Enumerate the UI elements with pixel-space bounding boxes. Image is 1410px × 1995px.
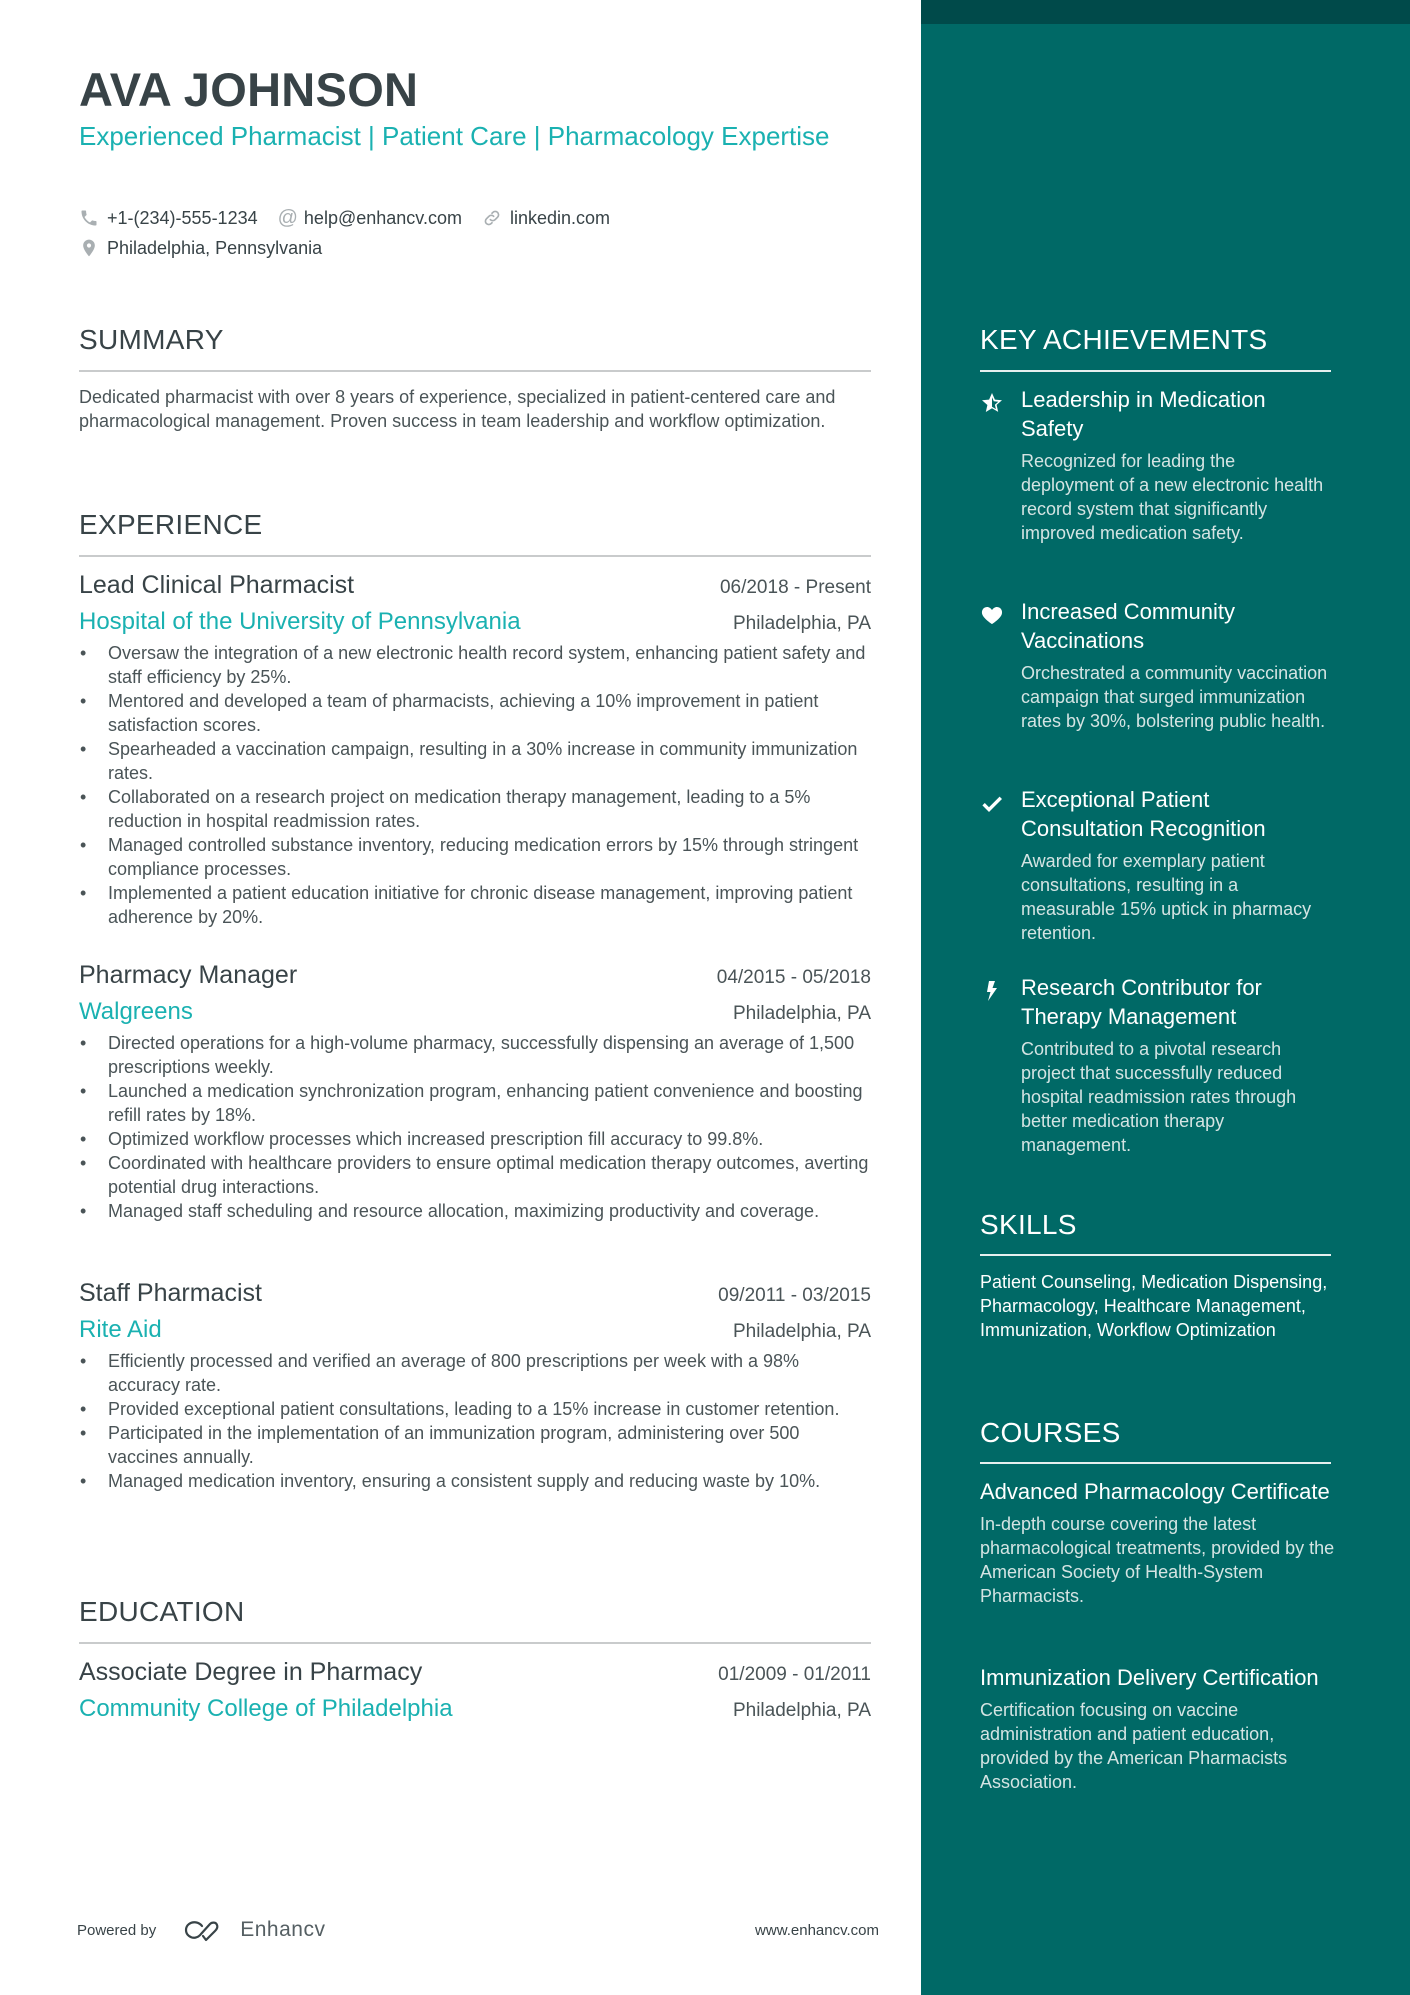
candidate-headline: Experienced Pharmacist | Patient Care | Pharmacology Expertise bbox=[79, 121, 830, 151]
candidate-name: AVA JOHNSON bbox=[79, 63, 419, 116]
email-text: help@enhancv.com bbox=[303, 207, 462, 228]
achievements-divider bbox=[980, 370, 1331, 372]
bolt-icon bbox=[980, 979, 1004, 1003]
education-divider bbox=[79, 1642, 871, 1644]
brand-logo[interactable] bbox=[182, 1918, 325, 1942]
enhancv-logo-icon bbox=[182, 1918, 228, 1942]
bullet: • Efficiently processed and verified an average of 800 prescriptions per week with a 98% accuracy rate. bbox=[79, 1349, 871, 1397]
course-title: Advanced Pharmacology Certificate bbox=[980, 1479, 1330, 1504]
company-name: Walgreens bbox=[79, 998, 193, 1025]
check-icon bbox=[980, 791, 1004, 815]
achievement-title: Exceptional Patient Consultation Recognition bbox=[1021, 787, 1266, 841]
job-bullets bbox=[79, 1031, 871, 1223]
powered-by-label: Powered by bbox=[77, 1921, 157, 1939]
course-description: Certification focusing on vaccine administration and patient education, provided by the American Pharmacists Association. bbox=[980, 1700, 1288, 1792]
achievement-description: Contributed to a pivotal research project that successfully reduced hospital readmission rates through better medication therapy management. bbox=[1021, 1039, 1297, 1155]
education-entry bbox=[79, 1655, 871, 1725]
achievement-item bbox=[980, 597, 1331, 733]
bullet: • Collaborated on a research project on medication therapy management, leading to a 5% reduction in hospital readmission rates. bbox=[79, 785, 871, 833]
achievement-item bbox=[980, 385, 1331, 545]
course-description: In-depth course covering the latest pharmacological treatments, provided by the American Society of Health-System Pharmacists. bbox=[980, 1514, 1335, 1606]
bullet: • Optimized workflow processes which increased prescription fill accuracy to 99.8%. bbox=[79, 1127, 871, 1151]
bullet: • Managed staff scheduling and resource allocation, maximizing productivity and coverage. bbox=[79, 1199, 871, 1223]
experience-entry bbox=[79, 958, 871, 1223]
company-name: Rite Aid bbox=[79, 1316, 162, 1343]
phone-icon bbox=[79, 208, 99, 228]
achievement-description: Awarded for exemplary patient consultations, resulting in a measurable 15% uptick in pharmacy retention. bbox=[1021, 851, 1312, 943]
bullet: • Mentored and developed a team of pharmacists, achieving a 10% improvement in patient satisfaction scores. bbox=[79, 689, 871, 737]
bullet: • Oversaw the integration of a new electronic health record system, enhancing patient safety and staff efficiency by 25%. bbox=[79, 641, 871, 689]
skills-text: Patient Counseling, Medication Dispensing, Pharmacology, Healthcare Management, Immunization, Workflow Optimization bbox=[980, 1272, 1328, 1340]
achievement-description: Orchestrated a community vaccination campaign that surged immunization rates by 30%, bolstering public health. bbox=[1021, 663, 1328, 731]
company-name: Hospital of the University of Pennsylvania bbox=[79, 608, 521, 635]
contact-location bbox=[79, 238, 322, 259]
at-icon: @ bbox=[277, 207, 298, 229]
link-text: linkedin.com bbox=[509, 207, 610, 228]
bullet: • Managed controlled substance inventory, reducing medication errors by 15% through stringent compliance processes. bbox=[79, 833, 871, 881]
powered-by bbox=[77, 1918, 325, 1942]
degree: Associate Degree in Pharmacy bbox=[79, 1658, 423, 1686]
bullet: • Provided exceptional patient consultations, leading to a 15% increase in customer retention. bbox=[79, 1397, 871, 1421]
bullet: • Participated in the implementation of an immunization program, administering over 500 vaccines annually. bbox=[79, 1421, 871, 1469]
education-heading: EDUCATION bbox=[79, 1596, 245, 1627]
job-location: Philadelphia, PA bbox=[732, 1003, 871, 1024]
achievement-title: Research Contributor for Therapy Management bbox=[1021, 975, 1262, 1029]
bullet: • Managed medication inventory, ensuring a consistent supply and reducing waste by 10%. bbox=[79, 1469, 871, 1493]
phone-text: +1-(234)-555-1234 bbox=[107, 207, 258, 228]
brand-name: Enhancv bbox=[240, 1918, 326, 1941]
contact-email[interactable] bbox=[278, 208, 462, 229]
courses-heading: COURSES bbox=[980, 1417, 1121, 1448]
achievement-description: Recognized for leading the deployment of a new electronic health record system that significantly improved medication safety. bbox=[1021, 451, 1324, 543]
heart-icon bbox=[980, 603, 1004, 627]
experience-entry bbox=[79, 1276, 871, 1493]
experience-divider bbox=[79, 555, 871, 557]
job-dates: 09/2011 - 03/2015 bbox=[718, 1285, 871, 1306]
skills-heading: SKILLS bbox=[980, 1209, 1077, 1240]
job-title: Staff Pharmacist bbox=[79, 1279, 262, 1307]
achievement-item bbox=[980, 973, 1331, 1157]
bullet: • Spearheaded a vaccination campaign, resulting in a 30% increase in community immunization rates. bbox=[79, 737, 871, 785]
bullet: • Launched a medication synchronization program, enhancing patient convenience and boosting refill rates by 18%. bbox=[79, 1079, 871, 1127]
contact-info bbox=[79, 205, 630, 265]
footer bbox=[77, 1915, 879, 1945]
bullet: • Directed operations for a high-volume pharmacy, successfully dispensing an average of 1,500 prescriptions weekly. bbox=[79, 1031, 871, 1079]
job-dates: 04/2015 - 05/2018 bbox=[716, 967, 871, 988]
experience-entry bbox=[79, 568, 871, 929]
course-item bbox=[980, 1663, 1340, 1794]
achievements-heading: KEY ACHIEVEMENTS bbox=[980, 324, 1268, 355]
site-url[interactable]: www.enhancv.com bbox=[755, 1921, 879, 1939]
achievement-title: Increased Community Vaccinations bbox=[1021, 599, 1235, 653]
school-location: Philadelphia, PA bbox=[732, 1700, 871, 1721]
job-dates: 06/2018 - Present bbox=[719, 577, 871, 598]
sidebar-top-band bbox=[921, 0, 1410, 24]
job-title: Lead Clinical Pharmacist bbox=[79, 571, 355, 599]
experience-heading: EXPERIENCE bbox=[79, 509, 263, 540]
link-icon bbox=[482, 208, 502, 228]
bullet: • Coordinated with healthcare providers to ensure optimal medication therapy outcomes, averting potential drug interactions. bbox=[79, 1151, 871, 1199]
summary-heading: SUMMARY bbox=[79, 324, 224, 355]
summary-divider bbox=[79, 370, 871, 372]
achievement-item bbox=[980, 785, 1331, 945]
achievement-title: Leadership in Medication Safety bbox=[1021, 387, 1266, 441]
school-name: Community College of Philadelphia bbox=[79, 1695, 453, 1722]
summary-text: Dedicated pharmacist with over 8 years of experience, specialized in patient-centered care and pharmacological management. Proven success in team leadership and workflow optimization. bbox=[79, 387, 836, 431]
education-dates: 01/2009 - 01/2011 bbox=[718, 1664, 871, 1685]
sidebar bbox=[921, 0, 1410, 1995]
job-location: Philadelphia, PA bbox=[732, 613, 871, 634]
courses-divider bbox=[980, 1462, 1331, 1464]
star-half-icon bbox=[980, 391, 1004, 415]
course-item bbox=[980, 1477, 1340, 1608]
contact-link[interactable] bbox=[482, 208, 610, 229]
job-bullets bbox=[79, 641, 871, 929]
location-pin-icon bbox=[79, 238, 99, 258]
job-title: Pharmacy Manager bbox=[79, 961, 298, 989]
course-title: Immunization Delivery Certification bbox=[980, 1665, 1319, 1690]
location-text: Philadelphia, Pennsylvania bbox=[107, 237, 323, 258]
skills-divider bbox=[980, 1254, 1331, 1256]
bullet: • Implemented a patient education initiative for chronic disease management, improving patient adherence by 20%. bbox=[79, 881, 871, 929]
contact-phone[interactable] bbox=[79, 208, 258, 229]
job-location: Philadelphia, PA bbox=[732, 1321, 871, 1342]
job-bullets bbox=[79, 1349, 871, 1493]
